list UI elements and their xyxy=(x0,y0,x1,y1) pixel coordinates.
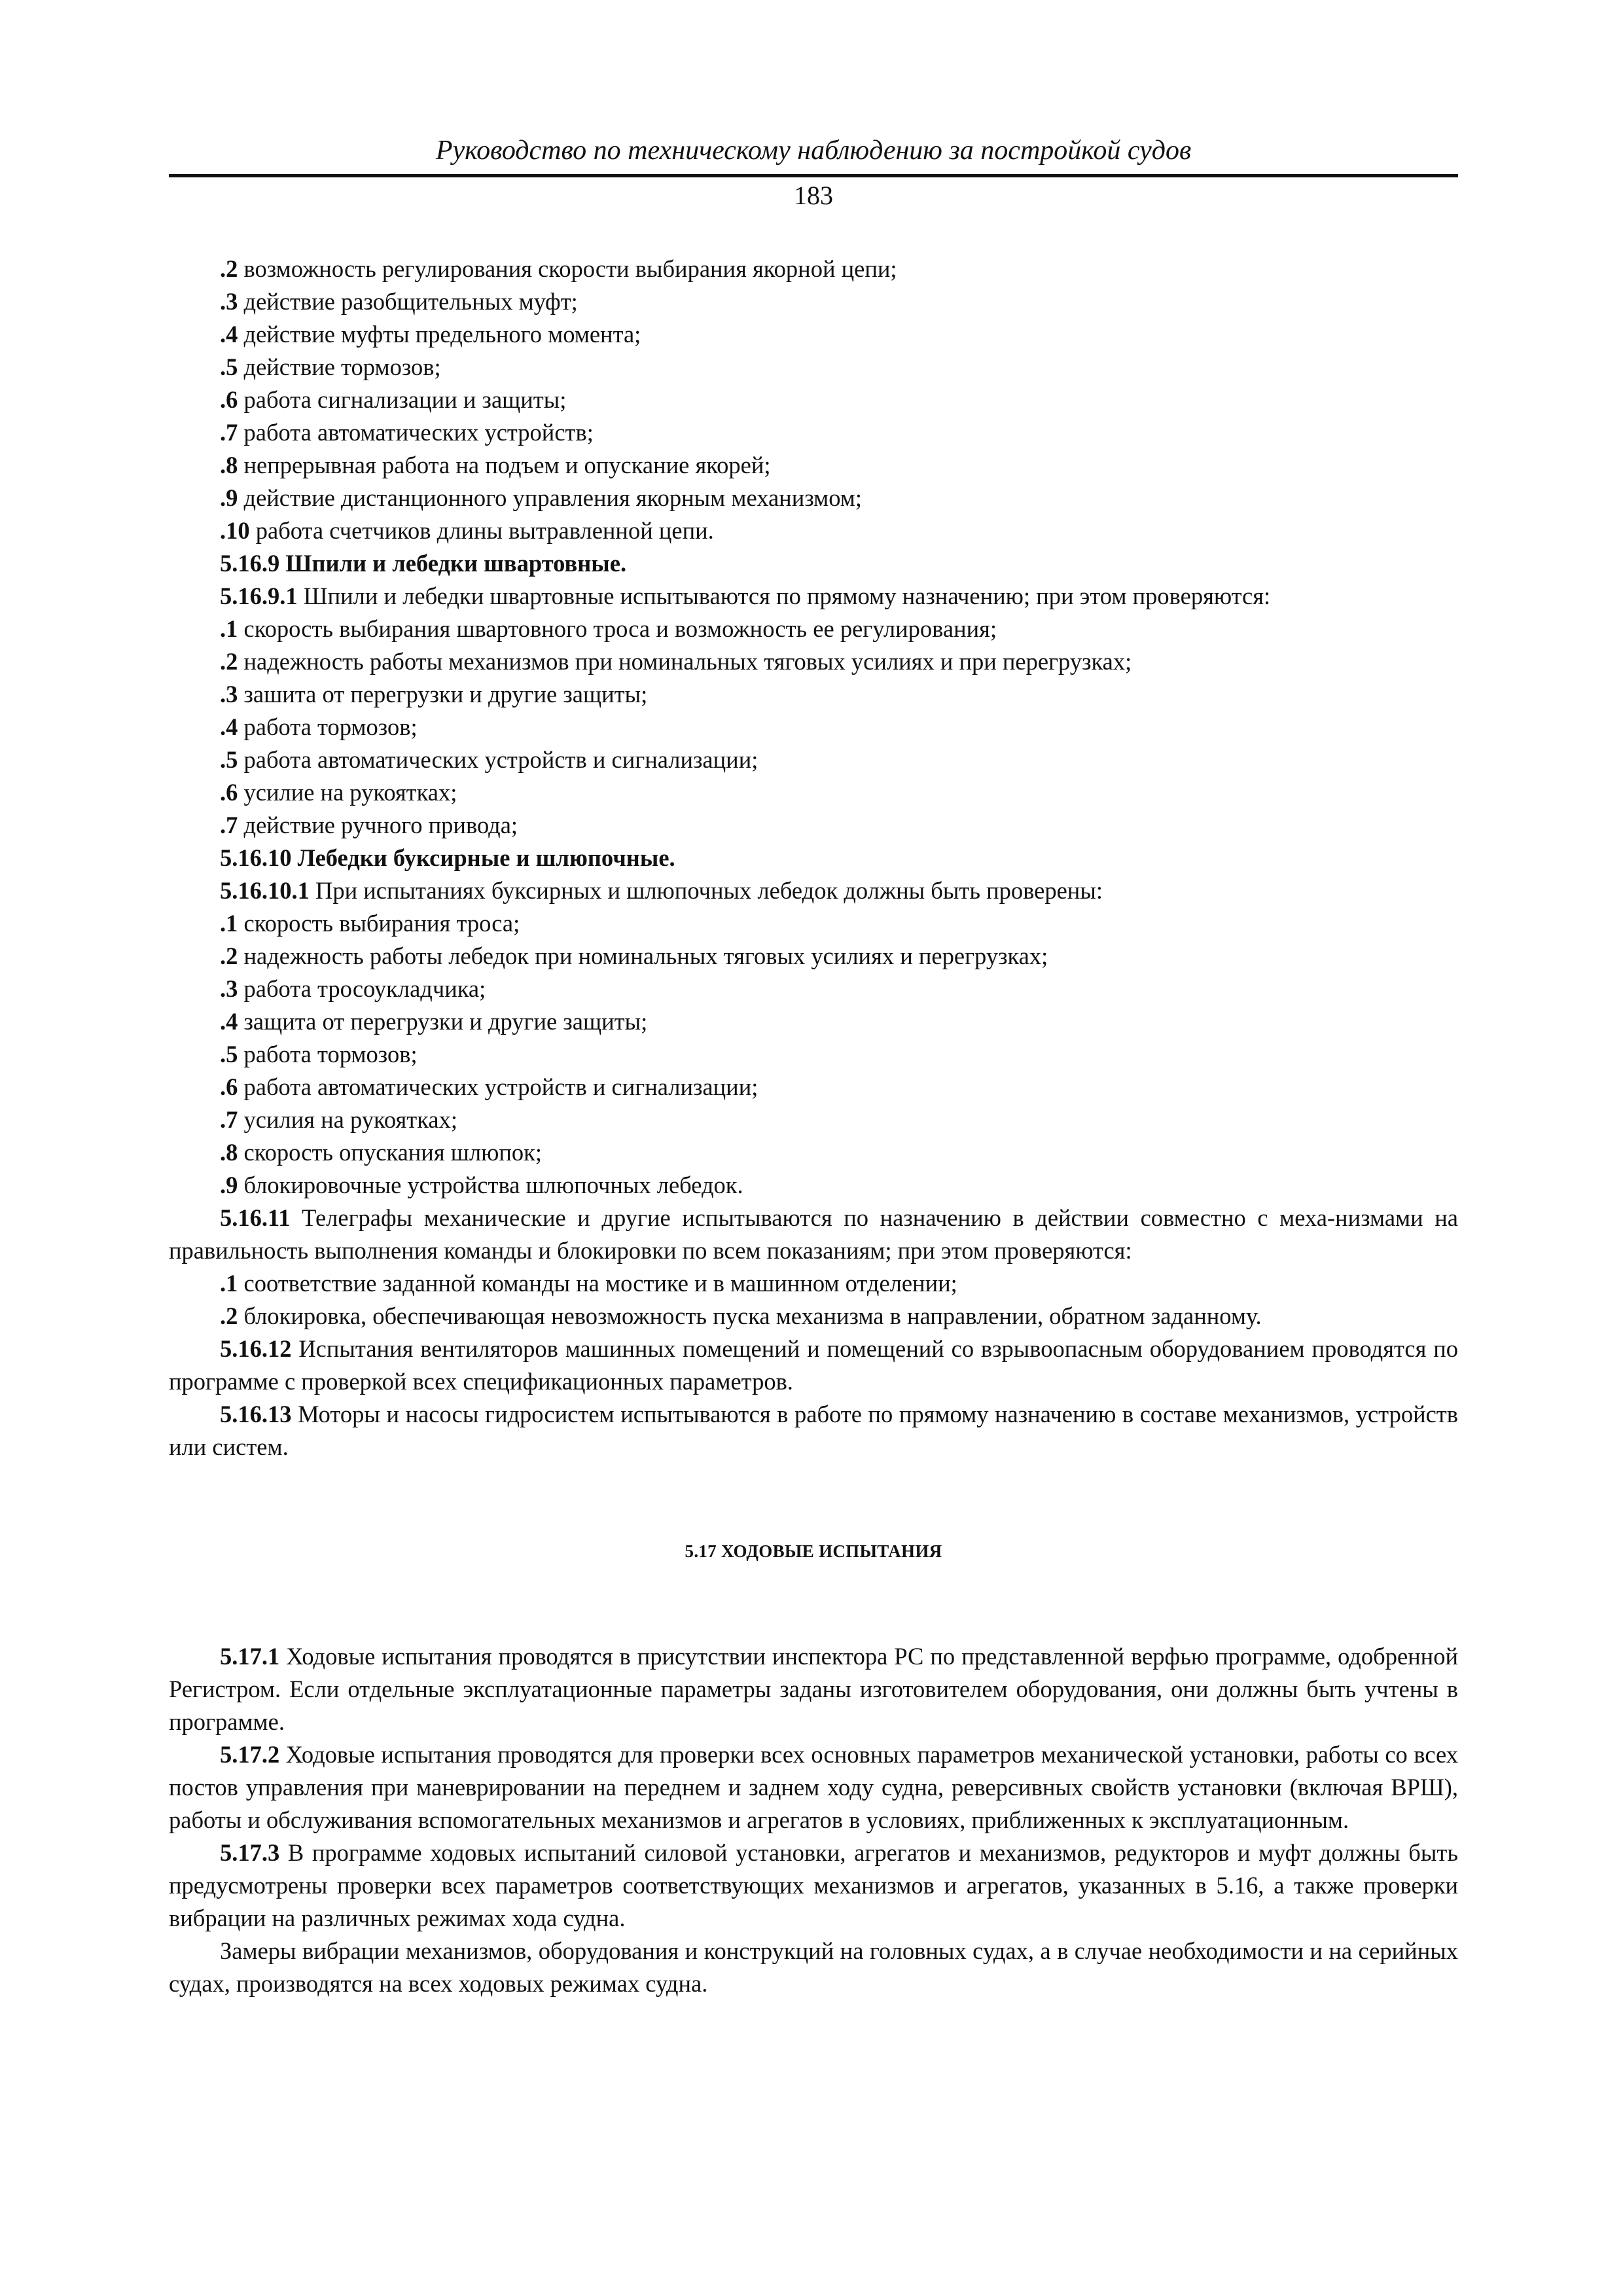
subsection-heading-5-16-9: 5.16.9 Шпили и лебедки швартовные. xyxy=(220,550,627,577)
list-item-number: .1 xyxy=(220,615,238,642)
list-item xyxy=(169,318,1458,351)
list-item-number: .6 xyxy=(220,1073,238,1100)
list-item-number: .9 xyxy=(220,1172,238,1198)
list-item xyxy=(169,973,1458,1005)
list-item xyxy=(169,514,1458,547)
list-item-number: .3 xyxy=(220,975,238,1002)
list-item-text: работа тормозов; xyxy=(238,1041,418,1067)
list-item-number: .3 xyxy=(220,681,238,708)
list-item-text: работа тормозов; xyxy=(238,713,418,740)
section-heading-5-17: 5.17 ХОДОВЫЕ ИСПЫТАНИЯ xyxy=(685,1541,942,1561)
list-item-text: скорость опускания шлюпок; xyxy=(238,1139,543,1166)
list-item xyxy=(169,1038,1458,1071)
list-item-text: скорость выбирания троса; xyxy=(238,910,520,937)
list-item-text: надежность работы лебедок при номинальных тяговых усилиях и перегрузках; xyxy=(238,942,1048,969)
list-item-text: блокировка, обеспечивающая невозможность пуска механизма в направлении, обратном заданному. xyxy=(238,1302,1262,1329)
list-item xyxy=(169,285,1458,318)
list-item-number: .5 xyxy=(220,746,238,773)
page-header xyxy=(169,131,1458,213)
list-item xyxy=(169,416,1458,449)
running-header-title: Руководство по техническому наблюдению за постройкой судов xyxy=(435,135,1192,166)
list-item-number: .7 xyxy=(220,419,238,446)
list-item-number: .10 xyxy=(220,517,250,544)
list-item-text: скорость выбирания швартовного троса и возможность ее регулирования; xyxy=(238,615,997,642)
page-number: 183 xyxy=(794,181,833,210)
list-item-text: зашита от перегрузки и другие защиты; xyxy=(238,681,648,708)
list-item-number: .3 xyxy=(220,288,238,315)
list-item-number: .9 xyxy=(220,484,238,511)
clause-5-17-2: 5.17.2 Ходовые испытания проводятся для проверки всех основных параметров механической установки, работы со всех постов управления при маневрировании на переднем и заднем ходу судна, реверсивных свойств установки (включая ВРШ), работы и обслуживания вспомогательных механизмов и агрегатов в условиях, приближенных к эксплуатационным. xyxy=(169,1741,1458,1833)
telegraph-test-list xyxy=(169,1267,1458,1333)
list-item xyxy=(169,809,1458,842)
list-item-text: действие муфты предельного момента; xyxy=(238,321,641,348)
list-item-number: .1 xyxy=(220,1270,238,1297)
list-item-text: усилия на рукоятках; xyxy=(238,1106,457,1133)
list-item-text: защита от перегрузки и другие защиты; xyxy=(238,1008,648,1035)
list-item xyxy=(169,1005,1458,1038)
clause-5-16-12: 5.16.12 Испытания вентиляторов машинных помещений и помещений со взрывоопасным оборудованием проводятся по программе с проверкой всех спецификационных параметров. xyxy=(169,1335,1458,1395)
list-item-text: блокировочные устройства шлюпочных лебедок. xyxy=(238,1172,743,1198)
list-item-text: работа автоматических устройств и сигнализации; xyxy=(238,1073,758,1100)
list-item xyxy=(169,1169,1458,1202)
list-item-number: .4 xyxy=(220,1008,238,1035)
list-item xyxy=(169,711,1458,744)
list-item-number: .1 xyxy=(220,910,238,937)
paragraph-vibration-measurements: Замеры вибрации механизмов, оборудования и конструкций на головных судах, а в случае необходимости и на серийных судах, производятся на всех ходовых режимах судна. xyxy=(169,1937,1458,1997)
list-item-number: .8 xyxy=(220,1139,238,1166)
list-item xyxy=(169,678,1458,711)
list-item-text: работа сигнализации и защиты; xyxy=(238,386,567,413)
list-item xyxy=(169,482,1458,514)
list-item-number: .7 xyxy=(220,812,238,838)
clause-5-16-13: 5.16.13 Моторы и насосы гидросистем испытываются в работе по прямому назначению в составе механизмов, устройств или систем. xyxy=(169,1401,1458,1460)
list-item-text: работа счетчиков длины вытравленной цепи. xyxy=(249,517,714,544)
list-item-number: .6 xyxy=(220,386,238,413)
page-body xyxy=(169,253,1458,2000)
list-item xyxy=(169,351,1458,384)
list-item-text: действие дистанционного управления якорным механизмом; xyxy=(238,484,863,511)
list-item xyxy=(169,384,1458,416)
list-item-text: работа автоматических устройств; xyxy=(238,419,594,446)
list-item-number: .2 xyxy=(220,648,238,675)
list-item-text: действие ручного привода; xyxy=(238,812,518,838)
subsection-heading-5-16-10: 5.16.10 Лебедки буксирные и шлюпочные. xyxy=(220,844,675,871)
list-item xyxy=(169,940,1458,973)
list-item xyxy=(169,907,1458,940)
list-item-text: работа тросоукладчика; xyxy=(238,975,486,1002)
list-item-text: работа автоматических устройств и сигнализации; xyxy=(238,746,758,773)
clause-5-16-10-1: 5.16.10.1 При испытаниях буксирных и шлюпочных лебедок должны быть проверены: xyxy=(220,877,1103,904)
list-item-number: .2 xyxy=(220,255,238,282)
list-item xyxy=(169,1103,1458,1136)
list-item-number: .6 xyxy=(220,779,238,806)
list-item xyxy=(169,253,1458,285)
clause-5-17-3: 5.17.3 В программе ходовых испытаний силовой установки, агрегатов и механизмов, редукторов и муфт должны быть предусмотрены проверки всех параметров соответствующих механизмов и агрегатов, указанных в 5.16, а также проверки вибрации на различных режимах хода судна. xyxy=(169,1839,1458,1931)
list-item xyxy=(169,645,1458,678)
header-rule xyxy=(169,174,1458,177)
list-item-number: .5 xyxy=(220,353,238,380)
list-item-number: .4 xyxy=(220,321,238,348)
list-item xyxy=(169,1300,1458,1333)
list-item xyxy=(169,776,1458,809)
list-item-number: .7 xyxy=(220,1106,238,1133)
list-item-number: .2 xyxy=(220,1302,238,1329)
list-item xyxy=(169,1267,1458,1300)
anchor-test-list xyxy=(169,253,1458,547)
clause-5-16-11: 5.16.11 Телеграфы механические и другие испытываются по назначению в действии совместно с меха-низмами на правильность выполнения команды и блокировки по всем показаниям; при этом проверяются: xyxy=(169,1204,1458,1264)
list-item-number: .8 xyxy=(220,452,238,478)
clause-5-16-9-1: 5.16.9.1 Шпили и лебедки швартовные испытываются по прямому назначению; при этом проверяются: xyxy=(220,583,1271,609)
list-item-text: действие тормозов; xyxy=(238,353,441,380)
list-item-text: усилие на рукоятках; xyxy=(238,779,457,806)
list-item xyxy=(169,449,1458,482)
list-item-number: .2 xyxy=(220,942,238,969)
clause-5-17-1: 5.17.1 Ходовые испытания проводятся в присутствии инспектора РС по представленной верфью программе, одобренной Регистром. Если отдельные эксплуатационные параметры заданы изготовителем оборудования, они должны быть учтены в программе. xyxy=(169,1643,1458,1735)
list-item xyxy=(169,744,1458,776)
list-item-text: действие разобщительных муфт; xyxy=(238,288,578,315)
list-item-text: надежность работы механизмов при номинальных тяговых усилиях и при перегрузках; xyxy=(238,648,1132,675)
list-item-text: соответствие заданной команды на мостике и в машинном отделении; xyxy=(238,1270,957,1297)
list-item xyxy=(169,1071,1458,1103)
list-item xyxy=(169,1136,1458,1169)
list-item-text: возможность регулирования скорости выбирания якорной цепи; xyxy=(238,255,897,282)
list-item-text: непрерывная работа на подъем и опускание якорей; xyxy=(238,452,771,478)
list-item xyxy=(169,613,1458,645)
mooring-winch-test-list xyxy=(169,613,1458,842)
list-item-number: .5 xyxy=(220,1041,238,1067)
towing-boat-winch-test-list xyxy=(169,907,1458,1202)
list-item-number: .4 xyxy=(220,713,238,740)
